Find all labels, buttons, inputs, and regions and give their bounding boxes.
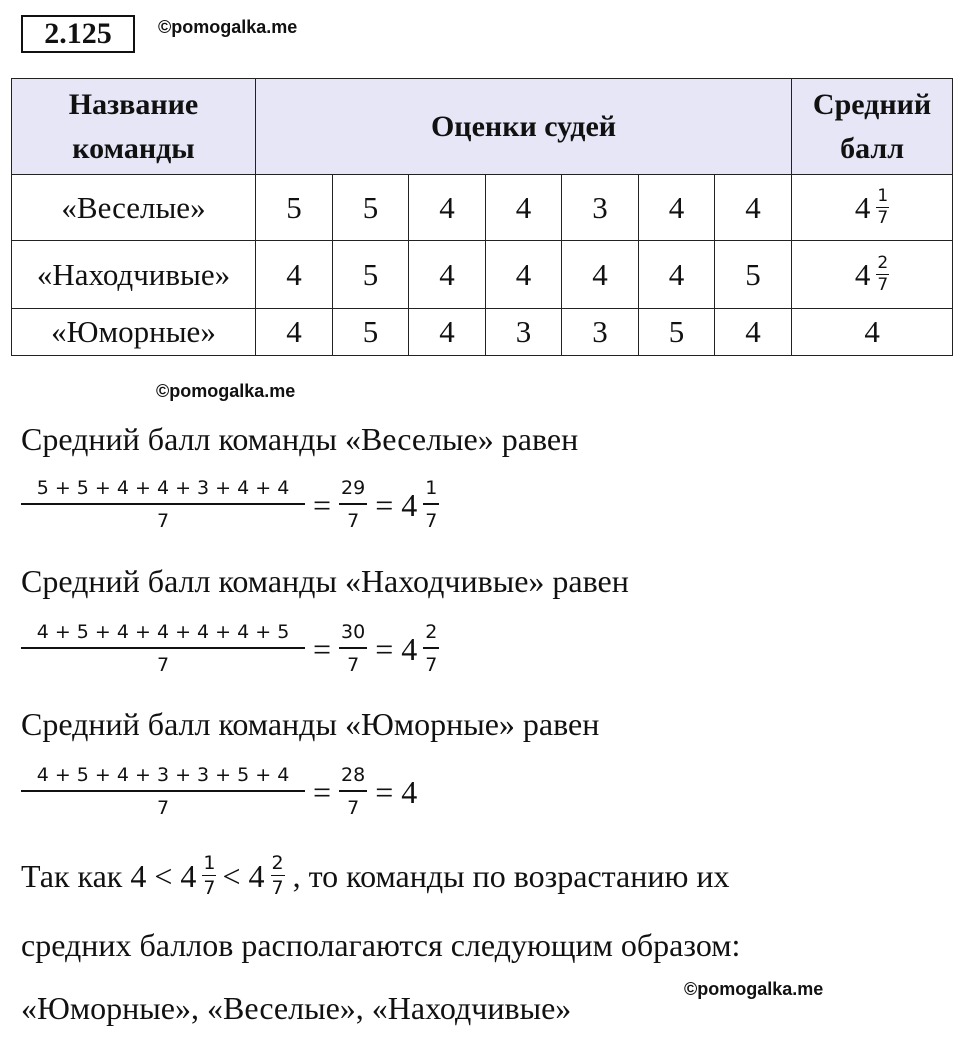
result-whole: 4	[401, 630, 418, 667]
score-cell: 4	[256, 309, 333, 356]
result-numerator: 28	[339, 763, 367, 792]
conclusion-line-1	[21, 852, 730, 899]
result-mixed-numerator: 2	[423, 620, 439, 649]
equals-sign: =	[375, 486, 394, 523]
average-whole: 4	[854, 256, 871, 292]
watermark-bottom: ©pomogalka.me	[684, 979, 824, 999]
result-mixed-fraction	[423, 476, 439, 534]
solution-text-1: Средний балл команды «Веселые» равен	[21, 421, 579, 457]
sum-fraction	[21, 620, 305, 678]
result-denominator: 7	[347, 510, 360, 532]
equals-sign: =	[375, 773, 394, 810]
score-cell: 4	[256, 241, 333, 309]
conclusion-f2-numerator: 2	[271, 852, 284, 874]
sum-fraction	[21, 476, 305, 534]
score-cell: 4	[715, 309, 792, 356]
conclusion-prefix: Так как 4 < 4	[21, 857, 197, 894]
conclusion-line-3: «Юморные», «Веселые», «Находчивые»	[21, 990, 572, 1026]
average-denominator: 7	[877, 208, 889, 228]
score-cell: 4	[486, 241, 562, 309]
score-cell: 4	[562, 241, 639, 309]
sum-denominator: 7	[156, 510, 170, 532]
sum-fraction	[21, 763, 305, 821]
table-row	[12, 175, 953, 241]
header-average: Средний балл	[792, 79, 953, 175]
result-numerator: 29	[339, 476, 367, 505]
result-denominator: 7	[347, 654, 360, 676]
sum-denominator: 7	[156, 797, 170, 819]
sum-denominator: 7	[156, 654, 170, 676]
score-cell: 3	[486, 309, 562, 356]
score-cell: 3	[562, 175, 639, 241]
average-fraction	[876, 187, 889, 228]
result-fraction	[339, 763, 367, 821]
team-name: «Находчивые»	[12, 241, 256, 309]
result-denominator: 7	[347, 797, 360, 819]
average-fraction	[876, 254, 889, 295]
score-cell: 4	[486, 175, 562, 241]
result-numerator: 30	[339, 620, 367, 649]
team-name: «Веселые»	[12, 175, 256, 241]
equals-sign: =	[313, 486, 332, 523]
watermark-middle: ©pomogalka.me	[156, 381, 296, 401]
score-cell: 5	[715, 241, 792, 309]
average-cell: 4	[792, 309, 953, 356]
average-whole: 4	[854, 189, 871, 225]
result-whole: 4	[401, 773, 418, 810]
header-scores: Оценки судей	[256, 79, 792, 175]
score-cell: 5	[333, 309, 409, 356]
equals-sign: =	[375, 630, 394, 667]
score-cell: 4	[639, 175, 715, 241]
header-team: Название команды	[12, 79, 256, 175]
formula-1	[21, 476, 439, 534]
solution-text-3: Средний балл команды «Юморные» равен	[21, 706, 600, 742]
conclusion-mid: < 4	[222, 857, 265, 894]
score-cell: 4	[409, 309, 486, 356]
equals-sign: =	[313, 630, 332, 667]
sum-numerator: 4 + 5 + 4 + 3 + 3 + 5 + 4	[21, 763, 305, 792]
result-mixed-denominator: 7	[425, 654, 438, 676]
team-name: «Юморные»	[12, 309, 256, 356]
conclusion-fraction-2	[271, 852, 285, 899]
conclusion-fraction-1	[202, 852, 216, 899]
average-cell	[792, 175, 953, 241]
score-cell: 5	[256, 175, 333, 241]
formula-3	[21, 763, 417, 821]
task-number: 2.125	[21, 15, 135, 53]
scores-table	[11, 78, 953, 356]
score-cell: 5	[333, 241, 409, 309]
conclusion-f1-denominator: 7	[203, 877, 216, 899]
table-row	[12, 309, 953, 356]
table-header-row	[12, 79, 953, 175]
sum-numerator: 5 + 5 + 4 + 4 + 3 + 4 + 4	[21, 476, 305, 505]
result-whole: 4	[401, 486, 418, 523]
result-fraction	[339, 620, 367, 678]
result-mixed-denominator: 7	[425, 510, 438, 532]
score-cell: 5	[333, 175, 409, 241]
average-numerator: 2	[877, 253, 889, 273]
equals-sign: =	[313, 773, 332, 810]
result-mixed-numerator: 1	[423, 476, 439, 505]
score-cell: 5	[639, 309, 715, 356]
conclusion-line-2: средних баллов располагаются следующим образом:	[21, 927, 741, 963]
conclusion-f1-numerator: 1	[203, 852, 216, 874]
watermark-top: ©pomogalka.me	[158, 17, 298, 37]
formula-2	[21, 620, 439, 678]
score-cell: 4	[639, 241, 715, 309]
average-numerator: 1	[877, 186, 889, 206]
conclusion-f2-denominator: 7	[271, 877, 284, 899]
average-cell	[792, 241, 953, 309]
result-fraction	[339, 476, 367, 534]
table-row	[12, 241, 953, 309]
score-cell: 4	[715, 175, 792, 241]
average-denominator: 7	[877, 275, 889, 295]
conclusion-suffix: , то команды по возрастанию их	[292, 857, 730, 894]
score-cell: 4	[409, 175, 486, 241]
sum-numerator: 4 + 5 + 4 + 4 + 4 + 4 + 5	[21, 620, 305, 649]
solution-text-2: Средний балл команды «Находчивые» равен	[21, 563, 629, 599]
result-mixed-fraction	[423, 620, 439, 678]
score-cell: 3	[562, 309, 639, 356]
score-cell: 4	[409, 241, 486, 309]
